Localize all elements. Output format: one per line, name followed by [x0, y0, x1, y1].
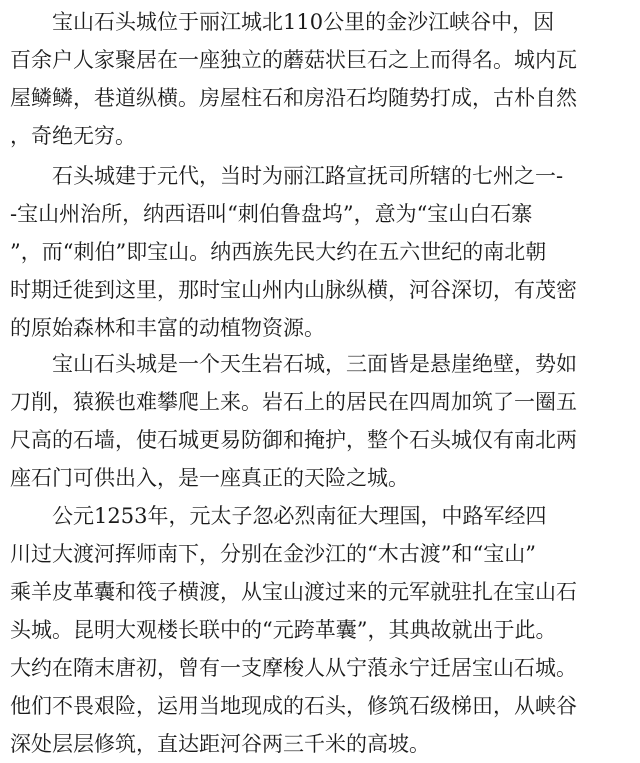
text-line: 时期迁徙到这里，那时宝山州内山脉纵横，河谷深切，有茂密	[10, 278, 577, 302]
text-line: 头城。昆明大观楼长联中的“元跨革囊”，其典故就出于此。	[10, 618, 557, 642]
text-line: ”，而“刺伯”即宝山。纳西族先民大约在五六世纪的南北朝	[10, 240, 547, 264]
text-line: 他们不畏艰险，运用当地现成的石头，修筑石级梯田，从峡谷	[10, 694, 577, 718]
paragraph-2	[10, 157, 630, 347]
text-line: 的原始森林和丰富的动植物资源。	[10, 316, 325, 340]
text-line: 川过大渡河挥师南下，分别在金沙江的“木古渡”和“宝山”	[10, 542, 536, 566]
text-line: -宝山州治所，纳西语叫“刺伯鲁盘坞”，意为“宝山白石寨	[10, 202, 533, 226]
paragraph-3	[10, 345, 630, 497]
text-line: 公元1253年，元太子忽必烈南征大理国，中路军经四	[10, 504, 547, 528]
text-line: 宝山石头城是一个天生岩石城，三面皆是悬崖绝壁，势如	[10, 352, 577, 376]
paragraph-4	[10, 497, 630, 763]
text-line: 尺高的石墙，使石城更易防御和掩护，整个石头城仅有南北两	[10, 428, 577, 452]
text-line: 座石门可供出入，是一座真正的天险之城。	[10, 466, 409, 490]
text-line: 大约在隋末唐初，曾有一支摩梭人从宁蒗永宁迁居宝山石城。	[10, 656, 577, 680]
text-line: 屋鳞鳞，巷道纵横。房屋柱石和房沿石均随势打成，古朴自然	[10, 86, 577, 110]
paragraph-1	[10, 3, 630, 155]
text-line: 乘羊皮革囊和筏子横渡，从宝山渡过来的元军就驻扎在宝山石	[10, 580, 577, 604]
text-line: 刀削，猿猴也难攀爬上来。岩石上的居民在四周加筑了一圈五	[10, 390, 577, 414]
text-line: 石头城建于元代，当时为丽江路宣抚司所辖的七州之一-	[10, 164, 564, 188]
text-line: 深处层层修筑，直达距河谷两三千米的高坡。	[10, 732, 430, 756]
text-line: 百余户人家聚居在一座独立的蘑菇状巨石之上而得名。城内瓦	[10, 48, 577, 72]
text-line: ，奇绝无穷。	[10, 124, 136, 148]
text-line: 宝山石头城位于丽江城北110公里的金沙江峡谷中，因	[10, 10, 555, 34]
